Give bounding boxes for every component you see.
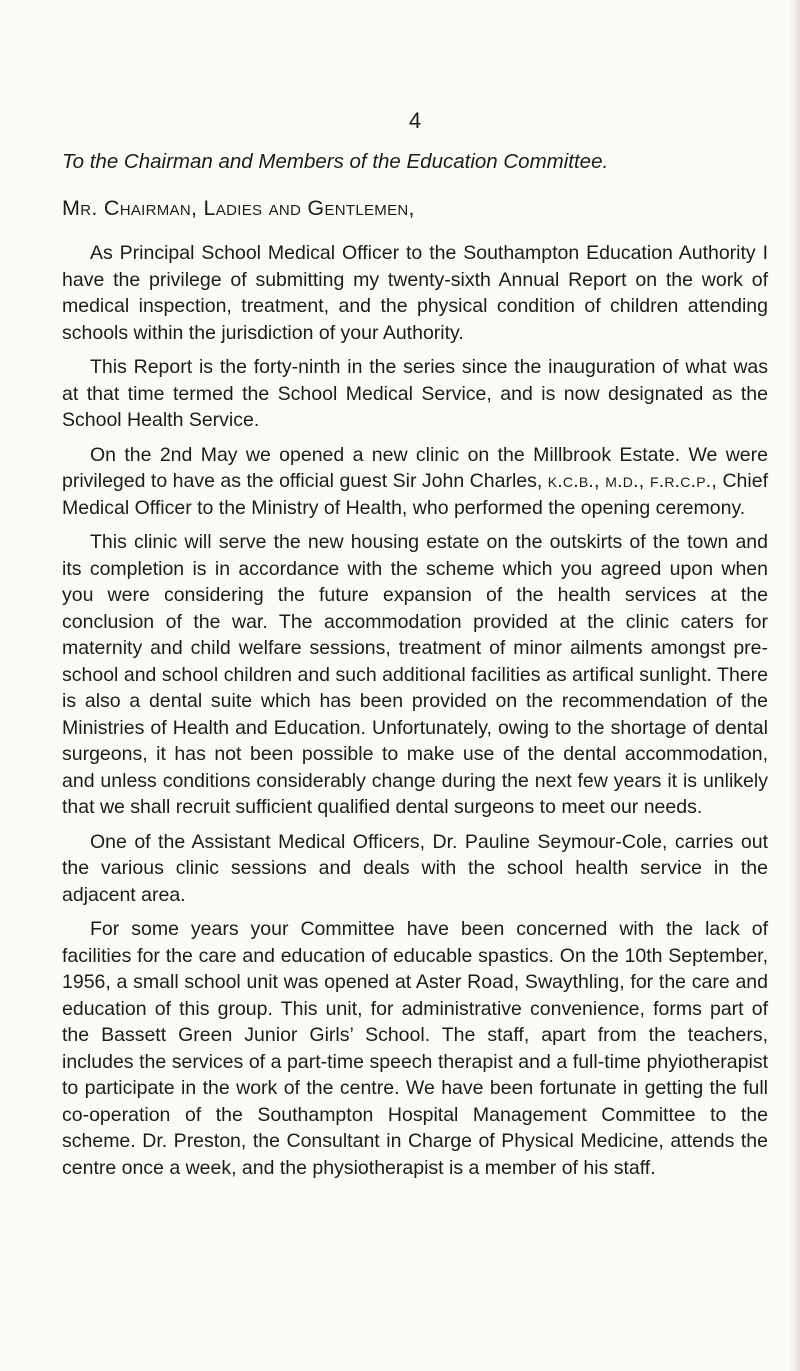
paragraph-assistant-officer: One of the Assistant Medical Officers, Dr. Pauline Seymour-Cole, carries out the various clinic sessions and deals with the school health service in the adjacent area. bbox=[62, 830, 768, 906]
page-number: 4 bbox=[408, 108, 422, 133]
paragraph-introduction: As Principal School Medical Officer to the Southampton Education Authority I have the privilege of submitting my twenty-sixth Annual Report on the work of medical inspection, treatment, and the physical condition of children attending schools within the jurisdiction of your Authority. bbox=[62, 242, 768, 344]
paragraph-spastics-unit: For some years your Committee have been concerned with the lack of facilities for the care and education of educable spastics. On the 10th September, 1956, a small school unit was opened at Aster Road, Swaythling, for the care and education of this group. This unit, for administrative convenience, forms part of the Bassett Green Junior Girls’ School. The staff, apart from the teachers, includes the services of a part-time speech therapist and a full-time phyiotherapist to participate in the work of the centre. We have been fortunate in getting the full co-operation of the Southampton Hospital Management Committee to the scheme. Dr. Preston, the Consultant in Charge of Physical Medicine, attends the centre once a week, and the physiotherapist is a member of his staff. bbox=[62, 918, 768, 1179]
millbrook-text-start: On the 2nd May we opened a new clinic on the Millbrook Estate. We were privileged to have as the official guest Sir John Charles, bbox=[62, 443, 768, 492]
millbrook-text-end: Chief Medical Officer to the Ministry of Health, who performed the opening ceremony. bbox=[62, 470, 768, 519]
paragraph-clinic-services: This clinic will serve the new housing estate on the outskirts of the town and its completion is in accordance with the scheme which you agreed upon when you were considering the future expansion of the health services at the conclusion of the war. The accommodation provided at the clinic caters for maternity and child welfare sessions, treatment of minor ailments amongst pre-school and school children and such additional facilities as artifical sunlight. There is also a dental suite which has been provided on the recommendation of the Ministries of Health and Education. Unfortunately, owing to the shortage of dental surgeons, it has not been possible to make use of the dental accommodation, and unless conditions considerably change during the next few years it is unlikely that we shall recruit sufficient qualified dental surgeons to meet our needs. bbox=[62, 531, 768, 818]
honours-abbreviations: k.c.b., m.d., f.r.c.p., bbox=[547, 470, 717, 492]
page-edge-shadow bbox=[790, 0, 800, 1371]
document-page bbox=[62, 108, 768, 1189]
salutation: Mr. Chairman, Ladies and Gentlemen, bbox=[62, 196, 415, 220]
paragraph-millbrook-clinic bbox=[62, 442, 768, 522]
addressee-line: To the Chairman and Members of the Education Committee. bbox=[62, 150, 609, 173]
paragraph-report-series: This Report is the forty-ninth in the series since the inauguration of what was at that time termed the School Medical Service, and is now designated as the School Health Service. bbox=[62, 356, 768, 431]
